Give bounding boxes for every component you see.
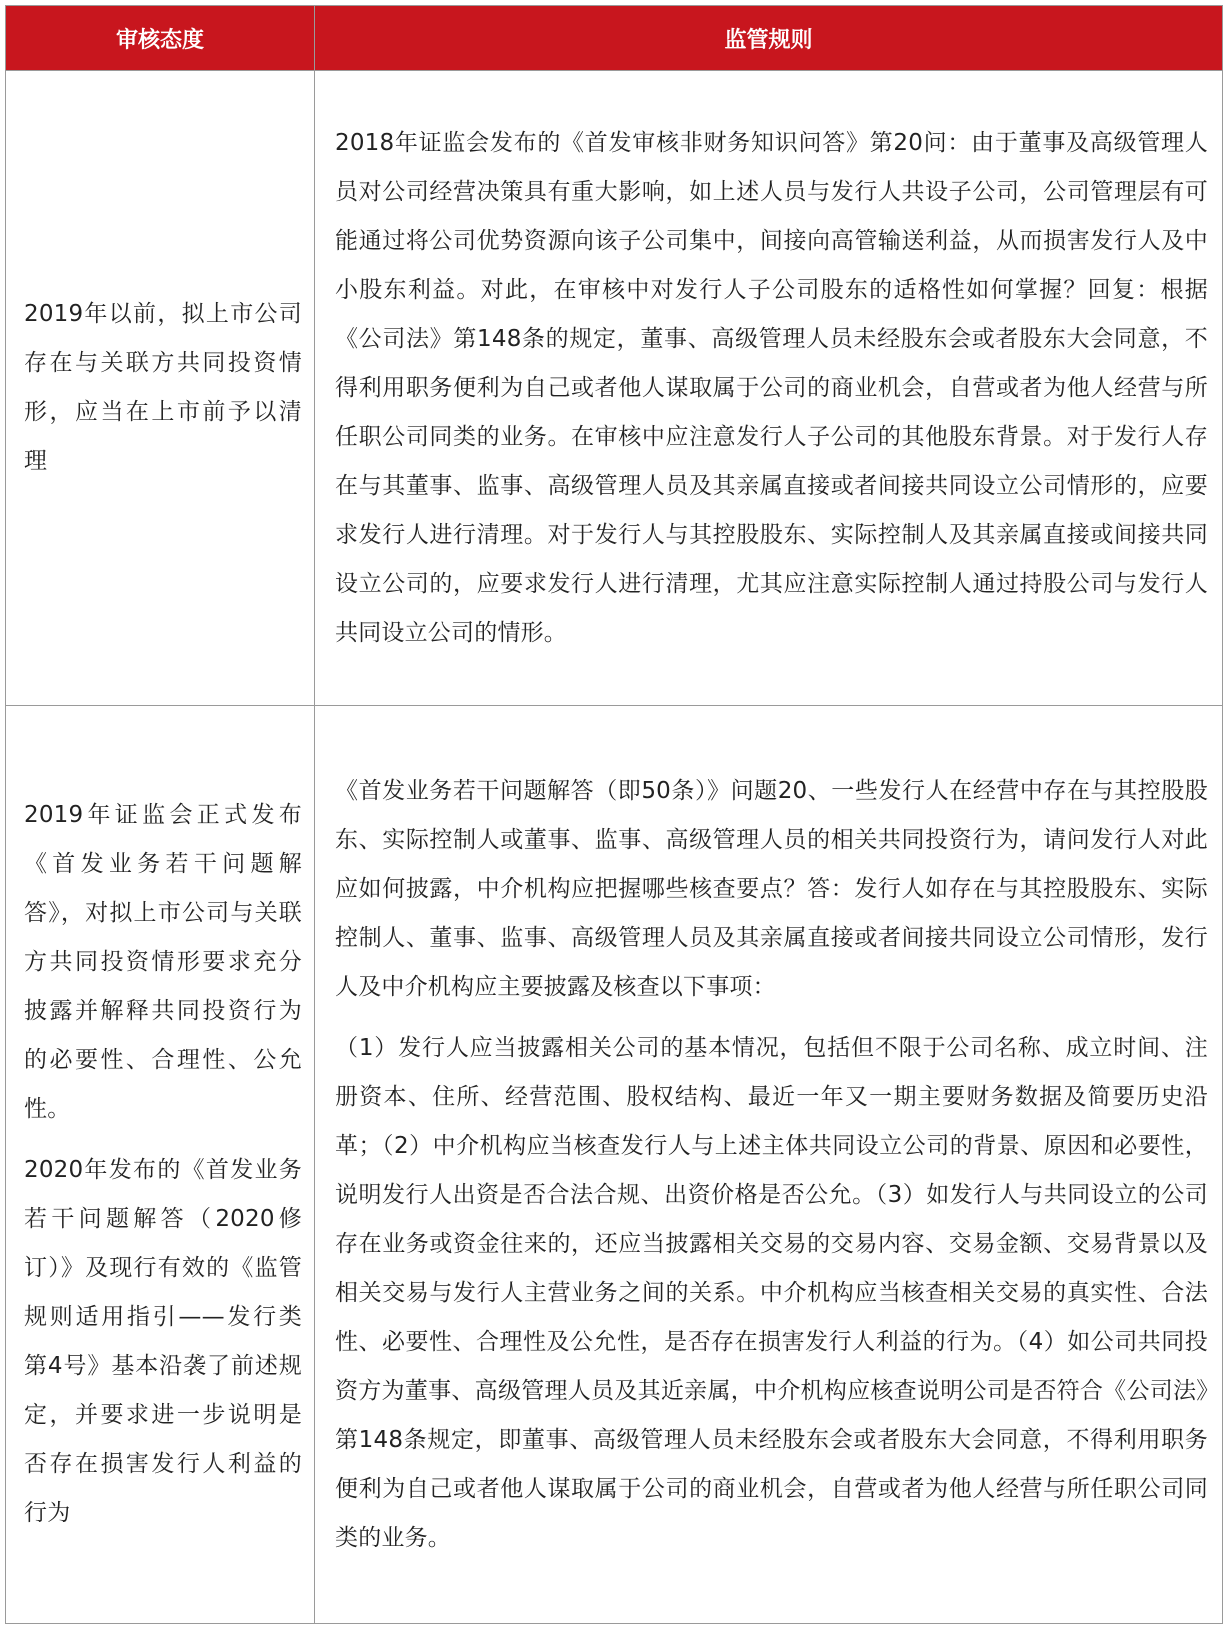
- attitude-text: 2019年证监会正式发布《首发业务若干问题解答》，对拟上市公司与关联方共同投资情形要求充分披露并解释共同投资行为的必要性、合理性、公允性。: [24, 802, 302, 1122]
- document-container: [5, 5, 1222, 1624]
- table-header-row: [6, 6, 1223, 71]
- rules-text: 2018年证监会发布的《首发审核非财务知识问答》第20问：由于董事及高级管理人员对公司经营决策具有重大影响，如上述人员与发行人共设子公司，公司管理层有可能通过将公司优势资源向该子公司集中，间接向高管输送利益，从而损害发行人及中小股东利益。对此，在审核中对发行人子公司股东的适格性如何掌握？回复：根据《公司法》第148条的规定，董事、高级管理人员未经股东会或者股东大会同意，不得利用职务便利为自己或者他人谋取属于公司的商业机会，自营或者为他人经营与所任职公司同类的业务。在审核中应注意发行人子公司的其他股东背景。对于发行人存在与其董事、监事、高级管理人员及其亲属直接或者间接共同设立公司情形的，应要求发行人进行清理。对于发行人与其控股股东、实际控制人及其亲属直接或间接共同设立公司的，应要求发行人进行清理，尤其应注意实际控制人通过持股公司与发行人共同设立公司的情形。: [335, 129, 1208, 646]
- attitude-cell: [6, 706, 315, 1624]
- rules-text: （1）发行人应当披露相关公司的基本情况，包括但不限于公司名称、成立时间、注册资本、住所、经营范围、股权结构、最近一年又一期主要财务数据及简要历史沿革；（2）中介机构应当核查发行人与上述主体共同设立公司的背景、原因和必要性，说明发行人出资是否合法合规、出资价格是否公允。（3）如发行人与共同设立的公司存在业务或资金往来的，还应当披露相关交易的交易内容、交易金额、交易背景以及相关交易与发行人主营业务之间的关系。中介机构应当核查相关交易的真实性、合法性、必要性、合理性及公允性，是否存在损害发行人利益的行为。（4）如公司共同投资方为董事、高级管理人员及其近亲属，中介机构应核查说明公司是否符合《公司法》第148条规定，即董事、高级管理人员未经股东会或者股东大会同意，不得利用职务便利为自己或者他人谋取属于公司的商业机会，自营或者为他人经营与所任职公司同类的业务。: [335, 1034, 1208, 1551]
- regulation-table: [5, 5, 1223, 1624]
- attitude-text: 2019年以前，拟上市公司存在与关联方共同投资情形，应当在上市前予以清理: [24, 301, 302, 474]
- rules-text: 《首发业务若干问题解答（即50条）》问题20、一些发行人在经营中存在与其控股股东、实际控制人或董事、监事、高级管理人员的相关共同投资行为，请问发行人对此应如何披露，中介机构应把握哪些核查要点？答：发行人如存在与其控股股东、实际控制人、董事、监事、高级管理人员及其亲属直接或者间接共同设立公司情形，发行人及中介机构应主要披露及核查以下事项：: [335, 777, 1208, 1000]
- attitude-text: 2020年发布的《首发业务若干问题解答（2020修订）》及现行有效的《监管规则适用指引——发行类第4号》基本沿袭了前述规定，并要求进一步说明是否存在损害发行人利益的行为: [24, 1157, 302, 1526]
- table-row: [6, 706, 1223, 1624]
- attitude-cell: [6, 71, 315, 706]
- header-attitude: 审核态度: [6, 6, 315, 71]
- rules-cell: [315, 706, 1223, 1624]
- header-rules: 监管规则: [315, 6, 1223, 71]
- table-row: [6, 71, 1223, 706]
- rules-cell: [315, 71, 1223, 706]
